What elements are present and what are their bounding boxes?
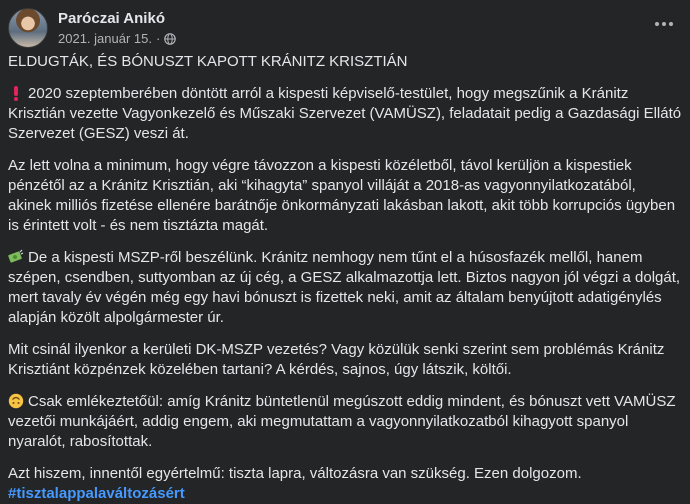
money-icon bbox=[8, 249, 24, 265]
paragraph-4: Mit csinál ilyenkor a kerületi DK-MSZP vezetés? Vagy közülük senki szerint sem problémás Kránitz Krisztiánt közpénzek közelében tartani? A kérdés, sajnos, úgy látszik, költői. bbox=[8, 341, 665, 378]
author-name[interactable]: Paróczai Anikó bbox=[58, 10, 165, 27]
hashtag-link[interactable]: #tisztalappalaváltozásért bbox=[8, 485, 185, 502]
post-body bbox=[8, 52, 682, 504]
paragraph-6 bbox=[8, 464, 682, 504]
paragraph-5-text: Csak emlékeztetőül: amíg Kránitz büntetlenül megúszott eddig mindent, és bónuszt vett VAMÜSZ vezetői munkájáért, addig engem, aki megmutattam a vagyonnyilatkozatból kihagyott spanyol nyaralót, rabosítottak. bbox=[8, 393, 676, 450]
paragraph-3-text: De a kispesti MSZP-ről beszélünk. Kránitz nemhogy nem tűnt el a húsosfazék mellől, hanem szépen, csendben, suttyomban az új cég, a GESZ alkalmazottja lett. Biztos nagyon jól végzi a dolgát, mert tavaly év végén még egy havi bónuszt is fizettek neki, amit az általam benyújtott adatigénylés alapján közölt alpolgármester úr. bbox=[8, 249, 681, 326]
exclamation-icon bbox=[8, 85, 24, 101]
author-avatar[interactable] bbox=[8, 8, 48, 48]
paragraph-3 bbox=[8, 248, 682, 328]
paragraph-1 bbox=[8, 84, 682, 144]
post-subline bbox=[58, 31, 176, 47]
post-header bbox=[8, 6, 176, 50]
globe-icon bbox=[164, 33, 176, 45]
paragraph-5 bbox=[8, 392, 682, 452]
paragraph-6-text: Azt hiszem, innentől egyértelmű: tiszta lapra, változásra van szükség. Ezen dolgozom. bbox=[8, 465, 582, 482]
upside-down-face-icon bbox=[8, 393, 24, 409]
post-date[interactable]: 2021. január 15. bbox=[58, 31, 152, 46]
separator-dot: · bbox=[155, 31, 161, 46]
post-title: ELDUGTÁK, ÉS BÓNUSZT KAPOTT KRÁNITZ KRISZTIÁN bbox=[8, 53, 408, 70]
paragraph-2: Az lett volna a minimum, hogy végre távozzon a kispesti közéletből, távol kerüljön a kispestiek pénzétől az a Kránitz Krisztián, aki “kihagyta” spanyol villáját a 2018-as vagyonnyilatkozatából, akinek milliós fizetése ellenére barátnője önkormányzati lakásban lakott, akit több korrupciós ügyben is érintett volt - és nem tisztázta magát. bbox=[8, 157, 676, 234]
paragraph-1-text: 2020 szeptemberében döntött arról a kispesti képviselő-testület, hogy megszűnik a Kránitz Krisztián vezette Vagyonkezelő és Műszaki Szervezet (VAMÜSZ), feladatait pedig a Gazdasági Ellátó Szervezet (GESZ) veszi át. bbox=[8, 85, 682, 142]
more-options-button[interactable] bbox=[646, 6, 682, 42]
post-meta bbox=[58, 9, 176, 47]
more-options-icon bbox=[654, 21, 674, 27]
